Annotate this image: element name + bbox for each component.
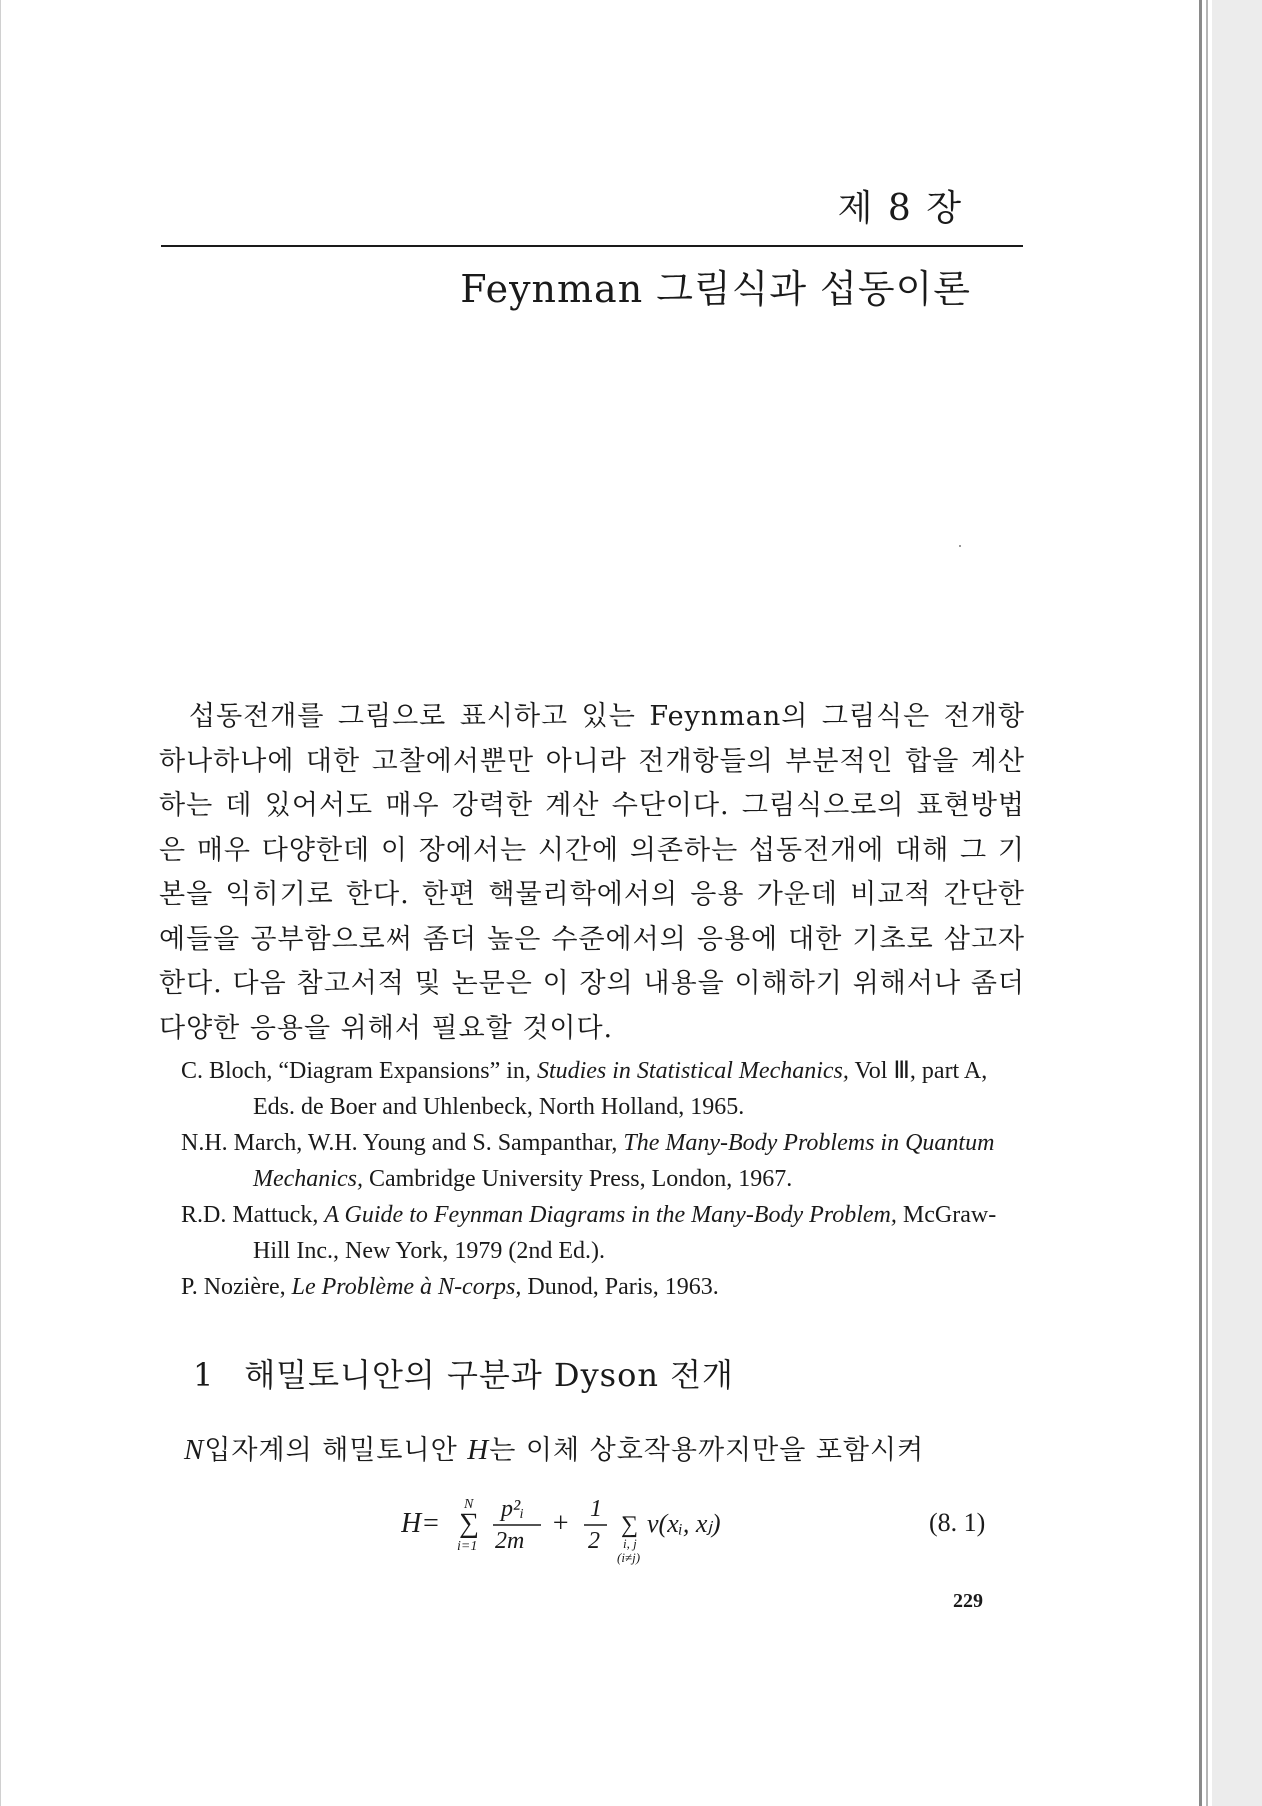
reference-text: Vol Ⅲ, part A, Eds. de Boer and Uhlenbeck, North Holland, 1965. <box>253 1058 988 1120</box>
reference-text: Cambridge University Press, London, 1967. <box>362 1166 793 1192</box>
sum-upper-limit: N <box>464 1498 474 1512</box>
reference-title: The Many-Body Problems in Quantum Mechanics, <box>253 1130 995 1192</box>
symbol-h: H <box>467 1434 490 1466</box>
reference-item <box>181 1125 1031 1197</box>
reference-item <box>181 1269 1031 1305</box>
reference-text: Dunod, Paris, 1963. <box>521 1274 719 1300</box>
chapter-title: Feynman 그림식과 섭동이론 <box>460 267 971 311</box>
reference-item <box>181 1053 1031 1125</box>
plus-sign: + <box>551 1508 570 1539</box>
reference-list <box>181 1053 1031 1305</box>
hamiltonian-equation <box>401 1498 1001 1588</box>
equation-number: (8. 1) <box>929 1508 986 1537</box>
frac-denominator: 2m <box>495 1528 525 1554</box>
page-number: 229 <box>953 1590 983 1612</box>
section-title: 해밀토니안의 구분과 Dyson 전개 <box>244 1356 734 1394</box>
lead-text: 는 이체 상호작용까지만을 포함시켜 <box>489 1435 925 1466</box>
frac-denominator: 2 <box>588 1528 600 1554</box>
viewer-margin <box>1212 0 1262 1806</box>
scan-speck <box>959 545 961 547</box>
sum-symbol: ∑ <box>621 1512 639 1538</box>
reference-text: C. Bloch, “Diagram Expansions” in, <box>181 1058 537 1084</box>
reference-text: R.D. Mattuck, <box>181 1202 325 1228</box>
frac-numerator: 1 <box>590 1498 602 1522</box>
section-number: 1 <box>193 1356 215 1394</box>
intro-paragraph: 섭동전개를 그림으로 표시하고 있는 Feynman의 그림식은 전개항 하나하나에 대한 고찰에서뿐만 아니라 전개항들의 부분적인 합을 계산하는 데 있어서도 매우 강력한 계산 수단이다. 그림식으로의 표현방법은 매우 다양한데 이 장에서는 시간에 의존하는 섭동전개에 대해 그 기본을 익히기로 한다. 한편 핵물리학에서의 응용 가운데 비교적 간단한 예들을 공부함으로써 좀더 높은 수준에서의 응용에 대한 기초로 삼고자 한다. 다음 참고서적 및 논문은 이 장의 내용을 이해하기 위해서나 좀더 다양한 응용을 위해서 필요할 것이다. <box>159 701 1025 1044</box>
interaction-term: v(xᵢ, xⱼ) <box>647 1509 721 1538</box>
reference-title: Le Problème à N-corps, <box>291 1274 522 1300</box>
reference-title: A Guide to Feynman Diagrams in the Many-Body Problem, <box>324 1202 897 1228</box>
chapter-number: 제 8 장 <box>837 188 963 229</box>
page-edge <box>1206 0 1208 1806</box>
reference-text: P. Nozière, <box>181 1274 292 1300</box>
lead-text: 입자계의 해밀토니안 <box>204 1435 468 1466</box>
sum-lower-limit: (i≠j) <box>617 1550 641 1565</box>
page-edge <box>1199 0 1202 1806</box>
sum-symbol: ∑ <box>459 1508 479 1539</box>
eq-lhs: H= <box>401 1508 441 1539</box>
frac-numerator: p²ᵢ <box>501 1498 524 1522</box>
symbol-n: N <box>184 1434 205 1466</box>
reference-text: McGraw-Hill Inc., New York, 1979 (2nd Ed.). <box>253 1202 997 1264</box>
chapter-rule <box>161 245 1023 247</box>
sum-lower-limit: i=1 <box>457 1539 478 1554</box>
reference-text: N.H. March, W.H. Young and S. Sampanthar, <box>181 1130 624 1156</box>
reference-title: Studies in Statistical Mechanics, <box>536 1058 849 1084</box>
section-heading <box>193 1350 734 1396</box>
reference-item <box>181 1197 1031 1269</box>
sum-lower-limit: i, j <box>623 1536 637 1551</box>
lead-sentence <box>184 1428 924 1467</box>
